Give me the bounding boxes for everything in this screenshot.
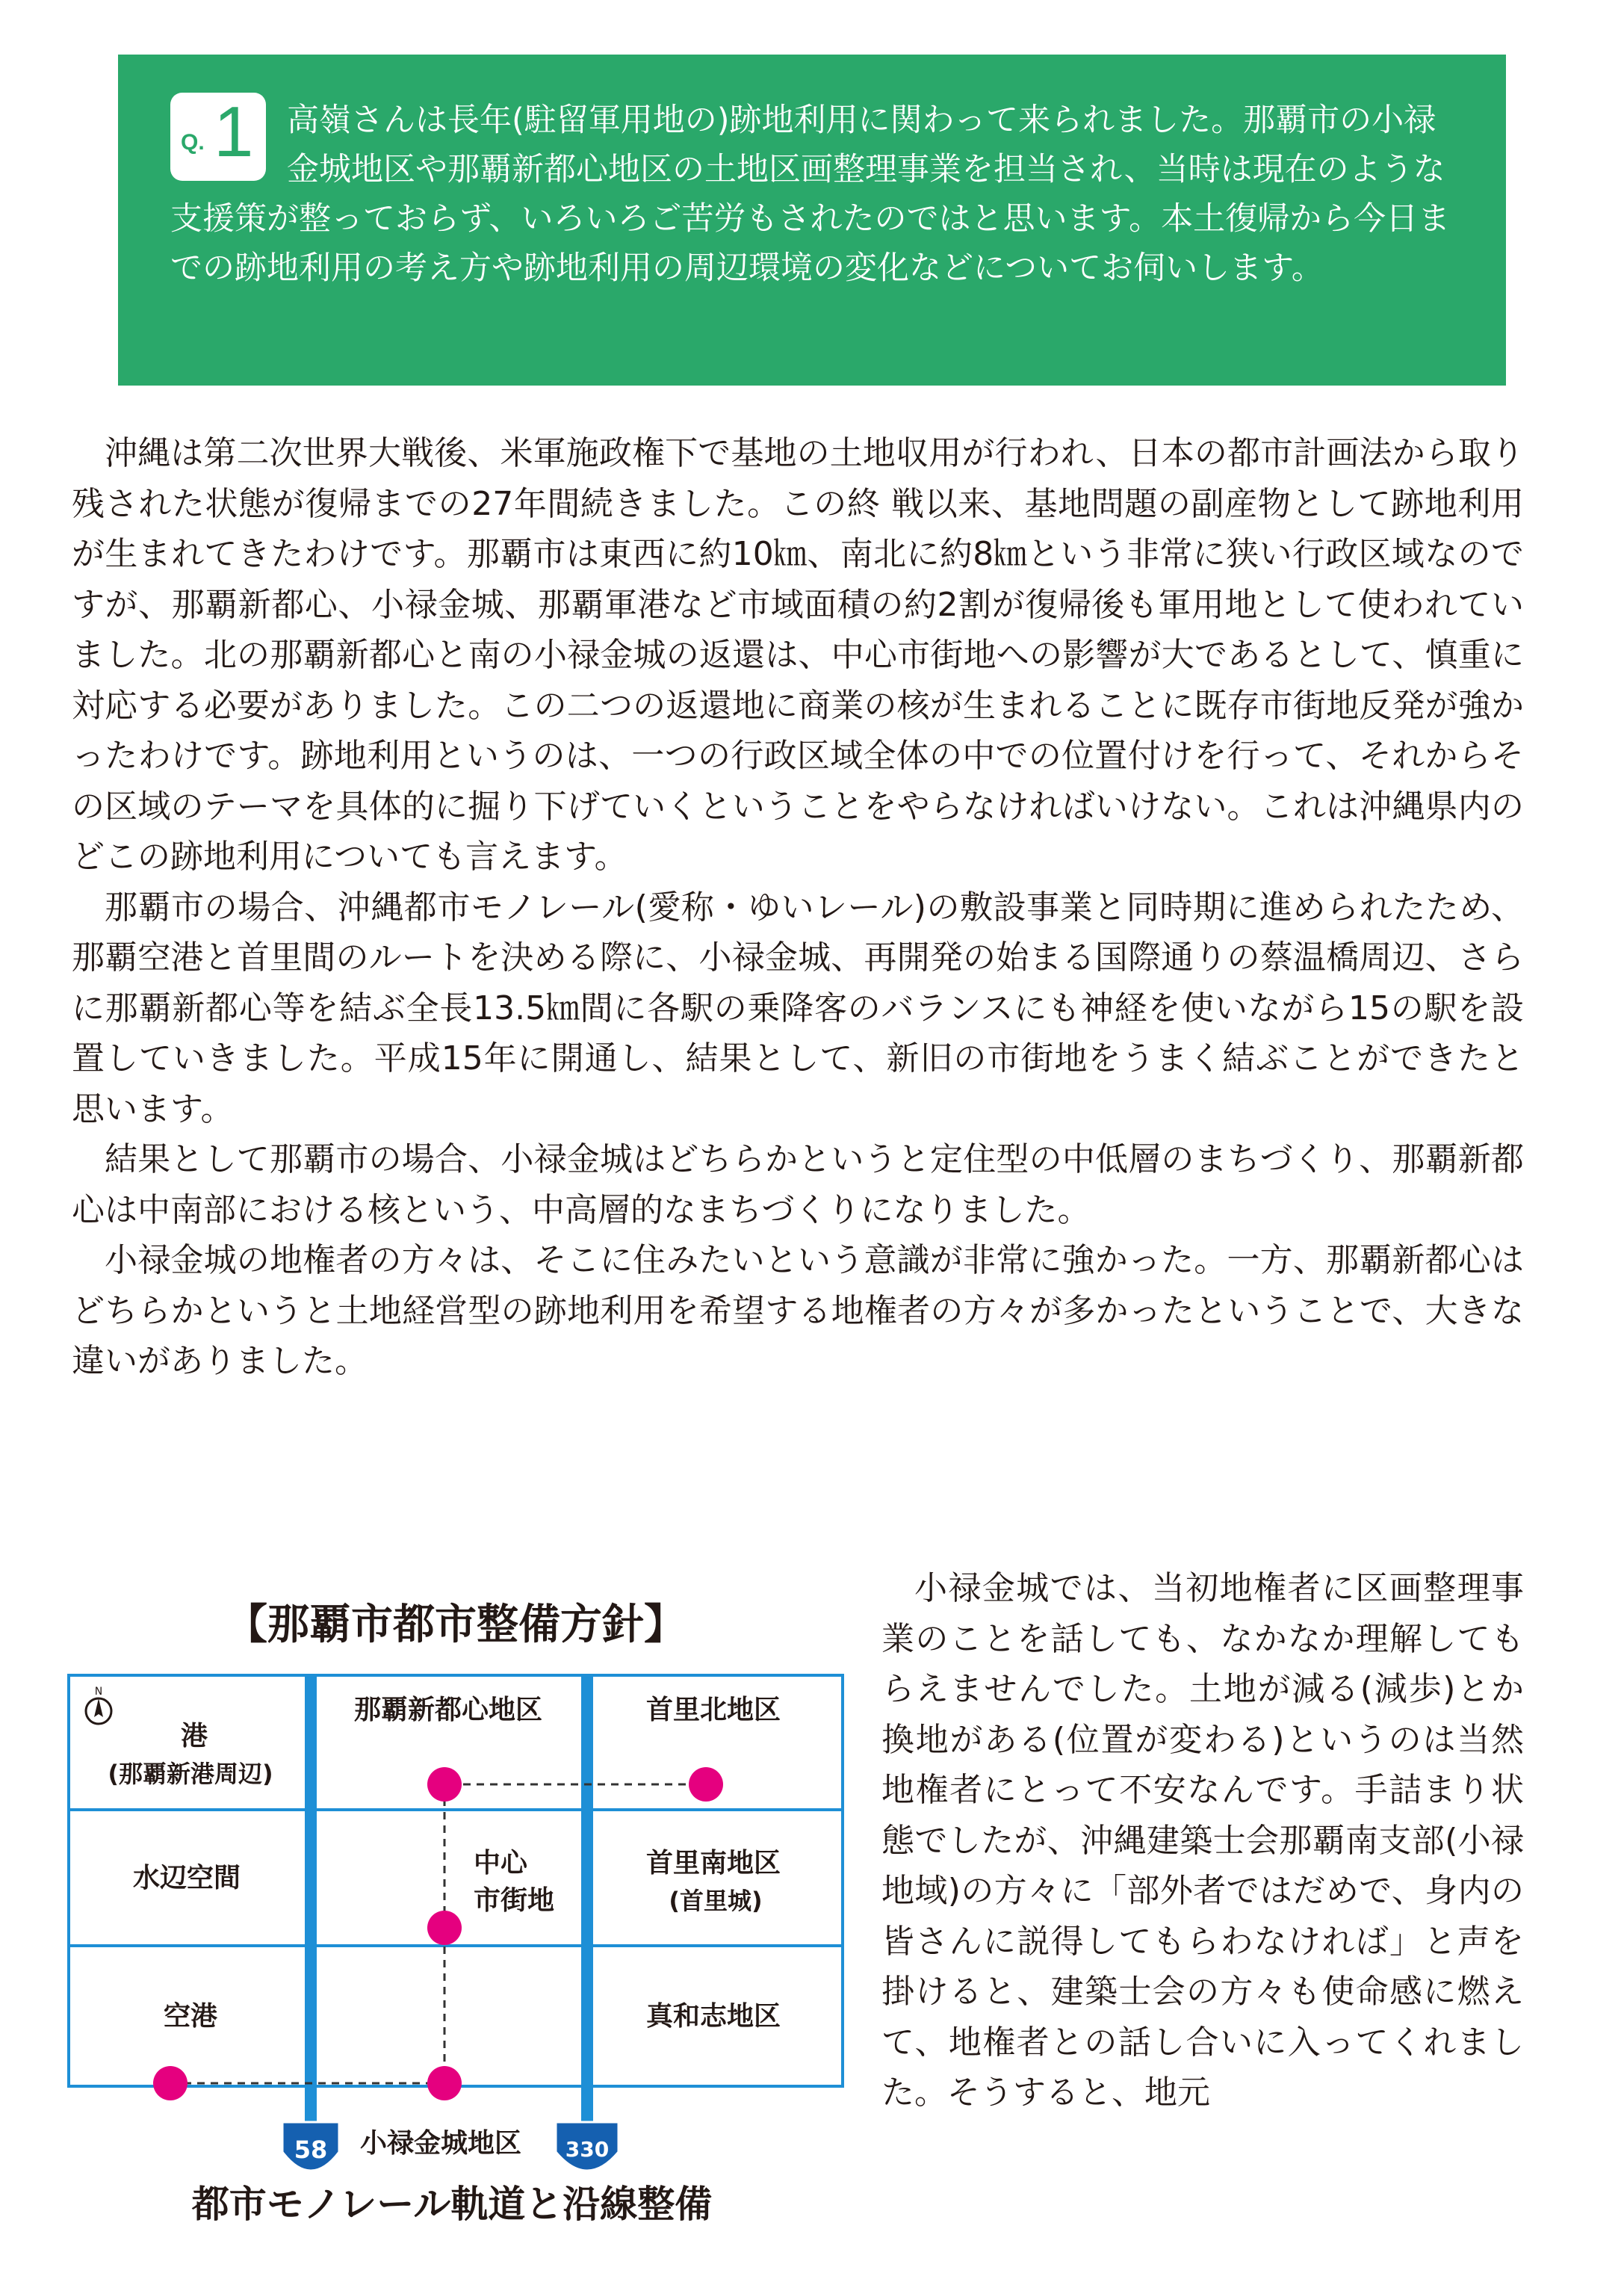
right-column [881, 1563, 1524, 2118]
label-shuri-south: 首里南地区 [645, 1848, 781, 1878]
label-airport: 空港 [163, 2001, 218, 2032]
station-center [427, 1911, 462, 1945]
north-arrow-icon [86, 1686, 111, 1724]
station-airport [153, 2066, 187, 2100]
station-oroku [427, 2066, 462, 2100]
article-body [72, 428, 1524, 1387]
label-oroku: 小禄金城地区 [359, 2128, 522, 2159]
question-number: 1 [214, 92, 254, 172]
route-58-label: 58 [294, 2136, 328, 2164]
label-shuri-north: 首里北地区 [645, 1695, 781, 1725]
figure-title: 【那覇市都市整備方針】 [226, 1601, 686, 1649]
paragraph: 沖縄は第二次世界大戦後、米軍施政権下で基地の土地収用が行われ、日本の都市計画法から取り残された状態が復帰までの27年間続きました。この終 戦以来、基地問題の副産物として跡地利用が生まれてきたわけです。那覇市は東西に約10㎞、南北に約8㎞という非常に狭い行政区域なのですが、那覇新都心、小禄金城、那覇軍港など市域面積の約2割が復帰後も軍用地として使われていました。北の那覇新都心と南の小禄金城の返還は、中心市街地への影響が大であるとして、慎重に対応する必要がありました。この二つの返還地に商業の核が生まれることに既存市街地反発が強かったわけです。跡地利用というのは、一つの行政区域全体の中での位置付けを行って、それからその区域のテーマを具体的に掘り下げていくということをやらなければいけない。これは沖縄県内のどこの跡地利用についても言えます。 [72, 434, 1524, 876]
paragraph: 那覇市の場合、沖縄都市モノレール(愛称・ゆいレール)の敷設事業と同時期に進められたため、那覇空港と首里間のルートを決める際に、小禄金城、再開発の始まる国際通りの蔡温橋周辺、さらに那覇新都心等を結ぶ全長13.5㎞間に各駅の乗降客のバランスにも神経を使いながら15の駅を設置していきました。平成15年に開通し、結果として、新旧の市街地をうまく結ぶことができたと思います。 [72, 888, 1524, 1128]
city-plan-diagram [67, 1674, 844, 2189]
label-center-sub: 市街地 [473, 1885, 555, 1916]
column-paragraph: 小禄金城では、当初地権者に区画整理事業のことを話しても、なかなか理解してもらえませんでした。土地が減る(減歩)とか換地がある(位置が変わる)というのは当然地権者にとって不安なんです。手詰まり状態でしたが、沖縄建築士会那覇南支部(小禄地域)の方々に「部外者ではだめで、身内の皆さんに説得してもらわなければ」と声を掛けると、建築士会の方々も使命感に燃えて、地権者との話し合いに入ってくれました。そうすると、地元 [881, 1569, 1524, 2112]
question-box [118, 55, 1506, 386]
label-port-sub: (那覇新港周辺) [108, 1760, 273, 1788]
question-label-prefix: Q. [181, 130, 205, 155]
label-shuri-south-sub: (首里城) [669, 1887, 763, 1915]
figure-caption: 都市モノレール軌道と沿線整備 [191, 2183, 713, 2226]
label-port: 港 [180, 1721, 208, 1751]
question-badge [170, 93, 266, 181]
label-waterfront: 水辺空間 [132, 1863, 241, 1893]
north-label: N [94, 1686, 103, 1698]
route-58-shield-icon [282, 2122, 339, 2171]
paragraph: 結果として那覇市の場合、小禄金城はどちらかというと定住型の中低層のまちづくり、那覇新都心は中南部における核という、中高層的なまちづくりになりました。 [72, 1140, 1524, 1229]
route-58-road [305, 1675, 317, 2124]
route-330-label: 330 [565, 2137, 610, 2162]
label-mawashi: 真和志地区 [645, 2001, 781, 2032]
route-330-shield-icon [556, 2122, 619, 2171]
label-center: 中心 [473, 1848, 528, 1878]
label-shintoshin: 那覇新都心地区 [353, 1695, 543, 1725]
station-shintoshin [427, 1767, 462, 1802]
route-330-road [581, 1675, 593, 2124]
paragraph: 小禄金城の地権者の方々は、そこに住みたいという意識が非常に強かった。一方、那覇新都心はどちらかというと土地経営型の跡地利用を希望する地権者の方々が多かったということで、大きな違いがありました。 [72, 1241, 1524, 1380]
question-text: 高嶺さんは長年(駐留軍用地の)跡地利用に関わって来られました。那覇市の小禄金城地区や那覇新都心地区の土地区画整理事業を担当され、当時は現在のような支援策が整っておらず、いろいろご苦労もされたのではと思います。本土復帰から今日までの跡地利用の考え方や跡地利用の周辺環境の変化などについてお伺いします。 [170, 102, 1451, 287]
station-shuri-north [689, 1767, 723, 1802]
